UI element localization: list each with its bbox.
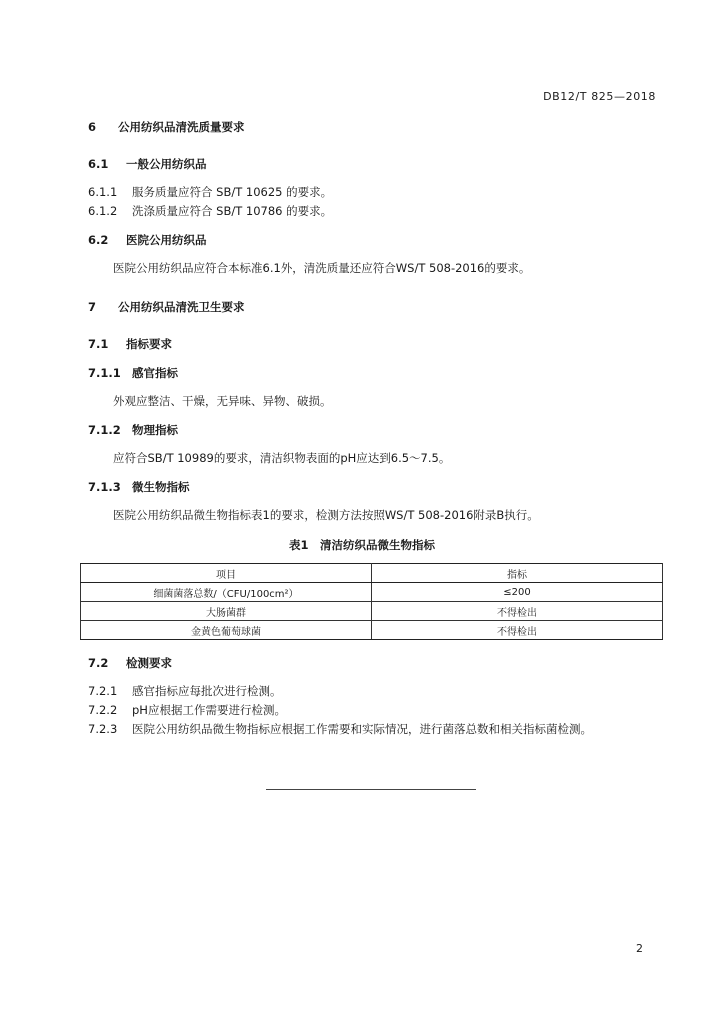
- section-number: 7.2: [88, 656, 109, 670]
- section-7-1-3-heading: [88, 480, 190, 494]
- section-title: 感官指标: [132, 366, 178, 380]
- section-title: 检测要求: [126, 656, 172, 670]
- section-6-2-heading: [88, 233, 207, 247]
- section-title: 物理指标: [132, 423, 178, 437]
- section-number: 7.1: [88, 337, 109, 351]
- table-cell: 大肠菌群: [81, 602, 372, 621]
- table-cell: 金黄色葡萄球菌: [81, 621, 372, 640]
- section-7-1-2-heading: [88, 423, 178, 437]
- clause-7-2-3: [88, 722, 592, 736]
- section-title: 公用纺织品清洗质量要求: [118, 120, 245, 134]
- section-title: 医院公用纺织品: [126, 233, 207, 247]
- clause-7-2-2: [88, 703, 286, 717]
- table-header-cell: 指标: [372, 564, 663, 583]
- table-cell: ≤200: [372, 583, 663, 602]
- section-title: 公用纺织品清洗卫生要求: [118, 300, 245, 314]
- section-7-heading: [88, 300, 245, 314]
- table-cell: 不得检出: [372, 602, 663, 621]
- clause-7-2-1: [88, 684, 282, 698]
- paragraph-7-1-1: 外观应整洁、干燥，无异味、异物、破损。: [113, 394, 332, 408]
- clause-text: 感官指标应每批次进行检测。: [132, 684, 282, 698]
- section-number: 6.2: [88, 233, 109, 247]
- table-row: [81, 583, 663, 602]
- clause-text: pH应根据工作需要进行检测。: [132, 703, 286, 717]
- section-title: 一般公用纺织品: [126, 157, 207, 171]
- paragraph-7-1-3: 医院公用纺织品微生物指标表1的要求，检测方法按照WS/T 508-2016附录B执行。: [113, 508, 539, 522]
- section-number: 7.1.3: [88, 480, 121, 494]
- clause-number: 6.1.1: [88, 185, 118, 199]
- table-row: [81, 621, 663, 640]
- section-title: 微生物指标: [132, 480, 190, 494]
- section-7-2-heading: [88, 656, 172, 670]
- section-number: 7.1.1: [88, 366, 121, 380]
- section-number: 6: [88, 120, 97, 134]
- table-header-row: [81, 564, 663, 583]
- table-cell: 不得检出: [372, 621, 663, 640]
- table-cell: 细菌菌落总数/（CFU/100cm²）: [81, 583, 372, 602]
- clause-number: 7.2.1: [88, 684, 118, 698]
- clause-number: 7.2.2: [88, 703, 118, 717]
- end-rule: [266, 789, 476, 790]
- table-caption: 表1 清洁纺织品微生物指标: [288, 538, 435, 552]
- section-6-1-heading: [88, 157, 207, 171]
- section-6-heading: [88, 120, 245, 134]
- section-7-1-1-heading: [88, 366, 178, 380]
- paragraph-7-1-2: 应符合SB/T 10989的要求，清洁织物表面的pH应达到6.5～7.5。: [113, 451, 451, 465]
- section-number: 7.1.2: [88, 423, 121, 437]
- clause-number: 7.2.3: [88, 722, 118, 736]
- section-number: 7: [88, 300, 97, 314]
- clause-6-1-2: [88, 204, 332, 218]
- clause-text: 服务质量应符合 SB/T 10625 的要求。: [132, 185, 333, 199]
- clause-text: 洗涤质量应符合 SB/T 10786 的要求。: [132, 204, 333, 218]
- section-number: 6.1: [88, 157, 109, 171]
- section-7-1-heading: [88, 337, 172, 351]
- section-title: 指标要求: [126, 337, 172, 351]
- clause-text: 医院公用纺织品微生物指标应根据工作需要和实际情况，进行菌落总数和相关指标菌检测。: [132, 722, 592, 736]
- clause-6-1-1: [88, 185, 332, 199]
- table-row: [81, 602, 663, 621]
- clause-number: 6.1.2: [88, 204, 118, 218]
- table-header-cell: 项目: [81, 564, 372, 583]
- microbial-index-table: [80, 563, 663, 640]
- document-code: DB12/T 825—2018: [543, 90, 656, 103]
- page-number: 2: [636, 942, 643, 955]
- paragraph-6-2: 医院公用纺织品应符合本标准6.1外，清洗质量还应符合WS/T 508-2016的要求。: [113, 261, 531, 275]
